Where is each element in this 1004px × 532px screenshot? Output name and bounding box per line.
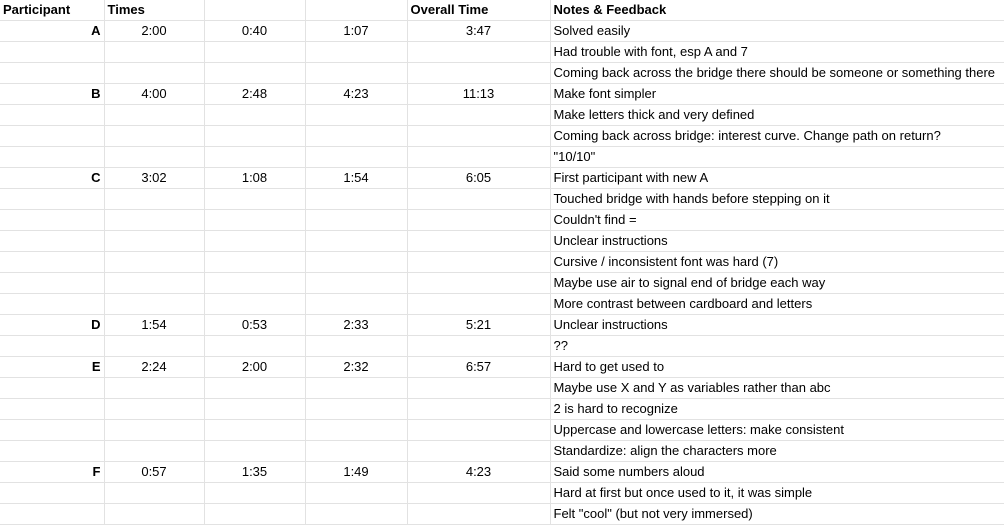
header-participant[interactable]: Participant xyxy=(0,0,104,21)
table-row xyxy=(0,504,1004,525)
note-cell[interactable]: Make letters thick and very defined xyxy=(550,105,1004,126)
empty-cell[interactable] xyxy=(204,231,305,252)
empty-cell[interactable] xyxy=(104,504,204,525)
empty-cell[interactable] xyxy=(104,441,204,462)
table-row xyxy=(0,273,1004,294)
empty-cell[interactable] xyxy=(204,378,305,399)
empty-cell[interactable] xyxy=(104,336,204,357)
empty-cell[interactable] xyxy=(0,42,104,63)
empty-cell[interactable] xyxy=(407,42,550,63)
empty-cell[interactable] xyxy=(204,105,305,126)
empty-cell[interactable] xyxy=(104,189,204,210)
empty-cell[interactable] xyxy=(305,504,407,525)
note-cell[interactable]: 2 is hard to recognize xyxy=(550,399,1004,420)
time-3-cell[interactable]: 1:54 xyxy=(305,168,407,189)
empty-cell[interactable] xyxy=(305,399,407,420)
empty-cell[interactable] xyxy=(104,273,204,294)
empty-cell[interactable] xyxy=(407,252,550,273)
note-cell[interactable]: Standardize: align the characters more xyxy=(550,441,1004,462)
note-cell[interactable]: First participant with new A xyxy=(550,168,1004,189)
empty-cell[interactable] xyxy=(407,399,550,420)
header-notes[interactable]: Notes & Feedback xyxy=(550,0,1004,21)
header-row xyxy=(0,0,1004,21)
empty-cell[interactable] xyxy=(0,504,104,525)
empty-cell[interactable] xyxy=(204,42,305,63)
empty-cell[interactable] xyxy=(104,42,204,63)
empty-cell[interactable] xyxy=(104,63,204,84)
time-2-cell[interactable]: 0:53 xyxy=(204,315,305,336)
empty-cell[interactable] xyxy=(0,147,104,168)
empty-cell[interactable] xyxy=(407,420,550,441)
empty-cell[interactable] xyxy=(305,42,407,63)
empty-cell[interactable] xyxy=(0,420,104,441)
empty-cell[interactable] xyxy=(305,105,407,126)
table-row xyxy=(0,378,1004,399)
note-cell[interactable]: More contrast between cardboard and letters xyxy=(550,294,1004,315)
table-row xyxy=(0,357,1004,378)
empty-cell[interactable] xyxy=(407,378,550,399)
note-cell[interactable]: Make font simpler xyxy=(550,84,1004,105)
empty-cell[interactable] xyxy=(305,210,407,231)
note-cell[interactable]: Uppercase and lowercase letters: make consistent xyxy=(550,420,1004,441)
empty-cell[interactable] xyxy=(407,105,550,126)
empty-cell[interactable] xyxy=(204,126,305,147)
empty-cell[interactable] xyxy=(104,420,204,441)
time-1-cell[interactable]: 2:24 xyxy=(104,357,204,378)
empty-cell[interactable] xyxy=(204,63,305,84)
header-empty-cell[interactable] xyxy=(204,0,305,21)
empty-cell[interactable] xyxy=(0,126,104,147)
note-cell[interactable]: Touched bridge with hands before stepping on it xyxy=(550,189,1004,210)
table-row xyxy=(0,441,1004,462)
note-cell[interactable]: Cursive / inconsistent font was hard (7) xyxy=(550,252,1004,273)
time-3-cell[interactable]: 4:23 xyxy=(305,84,407,105)
empty-cell[interactable] xyxy=(305,294,407,315)
empty-cell[interactable] xyxy=(407,189,550,210)
empty-cell[interactable] xyxy=(0,294,104,315)
empty-cell[interactable] xyxy=(407,231,550,252)
overall-time-cell[interactable]: 5:21 xyxy=(407,315,550,336)
empty-cell[interactable] xyxy=(305,63,407,84)
empty-cell[interactable] xyxy=(204,504,305,525)
table-row xyxy=(0,210,1004,231)
table-row xyxy=(0,462,1004,483)
table-row xyxy=(0,189,1004,210)
time-1-cell[interactable]: 0:57 xyxy=(104,462,204,483)
participant-id-cell[interactable]: B xyxy=(0,84,104,105)
participant-id-cell[interactable]: C xyxy=(0,168,104,189)
empty-cell[interactable] xyxy=(305,336,407,357)
empty-cell[interactable] xyxy=(0,483,104,504)
overall-time-cell[interactable]: 6:05 xyxy=(407,168,550,189)
empty-cell[interactable] xyxy=(407,210,550,231)
note-cell[interactable]: Maybe use air to signal end of bridge each way xyxy=(550,273,1004,294)
empty-cell[interactable] xyxy=(0,210,104,231)
empty-cell[interactable] xyxy=(305,273,407,294)
table-row xyxy=(0,252,1004,273)
empty-cell[interactable] xyxy=(305,147,407,168)
empty-cell[interactable] xyxy=(0,273,104,294)
empty-cell[interactable] xyxy=(204,441,305,462)
participant-id-cell[interactable]: D xyxy=(0,315,104,336)
time-2-cell[interactable]: 0:40 xyxy=(204,21,305,42)
note-cell[interactable]: Hard to get used to xyxy=(550,357,1004,378)
empty-cell[interactable] xyxy=(104,105,204,126)
empty-cell[interactable] xyxy=(305,483,407,504)
empty-cell[interactable] xyxy=(104,483,204,504)
empty-cell[interactable] xyxy=(204,189,305,210)
table-row xyxy=(0,126,1004,147)
table-row xyxy=(0,84,1004,105)
table-row xyxy=(0,21,1004,42)
empty-cell[interactable] xyxy=(204,210,305,231)
empty-cell[interactable] xyxy=(204,399,305,420)
overall-time-cell[interactable]: 6:57 xyxy=(407,357,550,378)
time-2-cell[interactable]: 1:08 xyxy=(204,168,305,189)
empty-cell[interactable] xyxy=(407,147,550,168)
note-cell[interactable]: Felt "cool" (but not very immersed) xyxy=(550,504,1004,525)
empty-cell[interactable] xyxy=(305,252,407,273)
table-row xyxy=(0,63,1004,84)
table-row xyxy=(0,231,1004,252)
table-row xyxy=(0,399,1004,420)
time-2-cell[interactable]: 1:35 xyxy=(204,462,305,483)
empty-cell[interactable] xyxy=(104,210,204,231)
time-3-cell[interactable]: 2:32 xyxy=(305,357,407,378)
empty-cell[interactable] xyxy=(407,336,550,357)
time-2-cell[interactable]: 2:00 xyxy=(204,357,305,378)
participant-id-cell[interactable]: A xyxy=(0,21,104,42)
empty-cell[interactable] xyxy=(0,378,104,399)
empty-cell[interactable] xyxy=(0,399,104,420)
empty-cell[interactable] xyxy=(204,336,305,357)
participant-id-cell[interactable]: F xyxy=(0,462,104,483)
empty-cell[interactable] xyxy=(305,420,407,441)
table-row xyxy=(0,168,1004,189)
time-1-cell[interactable]: 3:02 xyxy=(104,168,204,189)
empty-cell[interactable] xyxy=(104,378,204,399)
note-cell[interactable]: Maybe use X and Y as variables rather than abc xyxy=(550,378,1004,399)
empty-cell[interactable] xyxy=(204,420,305,441)
time-1-cell[interactable]: 2:00 xyxy=(104,21,204,42)
empty-cell[interactable] xyxy=(204,147,305,168)
table-row xyxy=(0,315,1004,336)
empty-cell[interactable] xyxy=(0,63,104,84)
empty-cell[interactable] xyxy=(305,189,407,210)
table-row xyxy=(0,483,1004,504)
empty-cell[interactable] xyxy=(204,273,305,294)
empty-cell[interactable] xyxy=(0,105,104,126)
note-cell[interactable]: Hard at first but once used to it, it was simple xyxy=(550,483,1004,504)
empty-cell[interactable] xyxy=(104,252,204,273)
empty-cell[interactable] xyxy=(204,252,305,273)
header-times[interactable]: Times xyxy=(104,0,204,21)
table-row xyxy=(0,147,1004,168)
table-row xyxy=(0,420,1004,441)
participant-id-cell[interactable]: E xyxy=(0,357,104,378)
time-3-cell[interactable]: 1:07 xyxy=(305,21,407,42)
table-row xyxy=(0,105,1004,126)
empty-cell[interactable] xyxy=(305,441,407,462)
empty-cell[interactable] xyxy=(104,294,204,315)
overall-time-cell[interactable]: 3:47 xyxy=(407,21,550,42)
table-row xyxy=(0,42,1004,63)
overall-time-cell[interactable]: 11:13 xyxy=(407,84,550,105)
empty-cell[interactable] xyxy=(305,126,407,147)
empty-cell[interactable] xyxy=(407,504,550,525)
note-cell[interactable]: Solved easily xyxy=(550,21,1004,42)
empty-cell[interactable] xyxy=(204,483,305,504)
note-cell[interactable]: Coming back across the bridge there should be someone or something there xyxy=(550,63,1004,84)
empty-cell[interactable] xyxy=(407,273,550,294)
empty-cell[interactable] xyxy=(407,294,550,315)
table-row xyxy=(0,294,1004,315)
time-3-cell[interactable]: 1:49 xyxy=(305,462,407,483)
note-cell[interactable]: Couldn't find = xyxy=(550,210,1004,231)
note-cell[interactable]: Had trouble with font, esp A and 7 xyxy=(550,42,1004,63)
empty-cell[interactable] xyxy=(0,231,104,252)
empty-cell[interactable] xyxy=(407,483,550,504)
note-cell[interactable]: Unclear instructions xyxy=(550,315,1004,336)
empty-cell[interactable] xyxy=(104,126,204,147)
note-cell[interactable]: Unclear instructions xyxy=(550,231,1004,252)
time-3-cell[interactable]: 2:33 xyxy=(305,315,407,336)
overall-time-cell[interactable]: 4:23 xyxy=(407,462,550,483)
empty-cell[interactable] xyxy=(0,441,104,462)
time-1-cell[interactable]: 1:54 xyxy=(104,315,204,336)
empty-cell[interactable] xyxy=(0,252,104,273)
table-row xyxy=(0,336,1004,357)
note-cell[interactable]: Coming back across bridge: interest curve. Change path on return? xyxy=(550,126,1004,147)
empty-cell[interactable] xyxy=(104,231,204,252)
empty-cell[interactable] xyxy=(407,63,550,84)
empty-cell[interactable] xyxy=(305,378,407,399)
empty-cell[interactable] xyxy=(407,441,550,462)
empty-cell[interactable] xyxy=(0,189,104,210)
empty-cell[interactable] xyxy=(104,147,204,168)
header-empty-cell[interactable] xyxy=(305,0,407,21)
time-1-cell[interactable]: 4:00 xyxy=(104,84,204,105)
note-cell[interactable]: "10/10" xyxy=(550,147,1004,168)
note-cell[interactable]: ?? xyxy=(550,336,1004,357)
empty-cell[interactable] xyxy=(204,294,305,315)
empty-cell[interactable] xyxy=(0,336,104,357)
empty-cell[interactable] xyxy=(407,126,550,147)
empty-cell[interactable] xyxy=(104,399,204,420)
time-2-cell[interactable]: 2:48 xyxy=(204,84,305,105)
header-overall-time[interactable]: Overall Time xyxy=(407,0,550,21)
empty-cell[interactable] xyxy=(305,231,407,252)
note-cell[interactable]: Said some numbers aloud xyxy=(550,462,1004,483)
